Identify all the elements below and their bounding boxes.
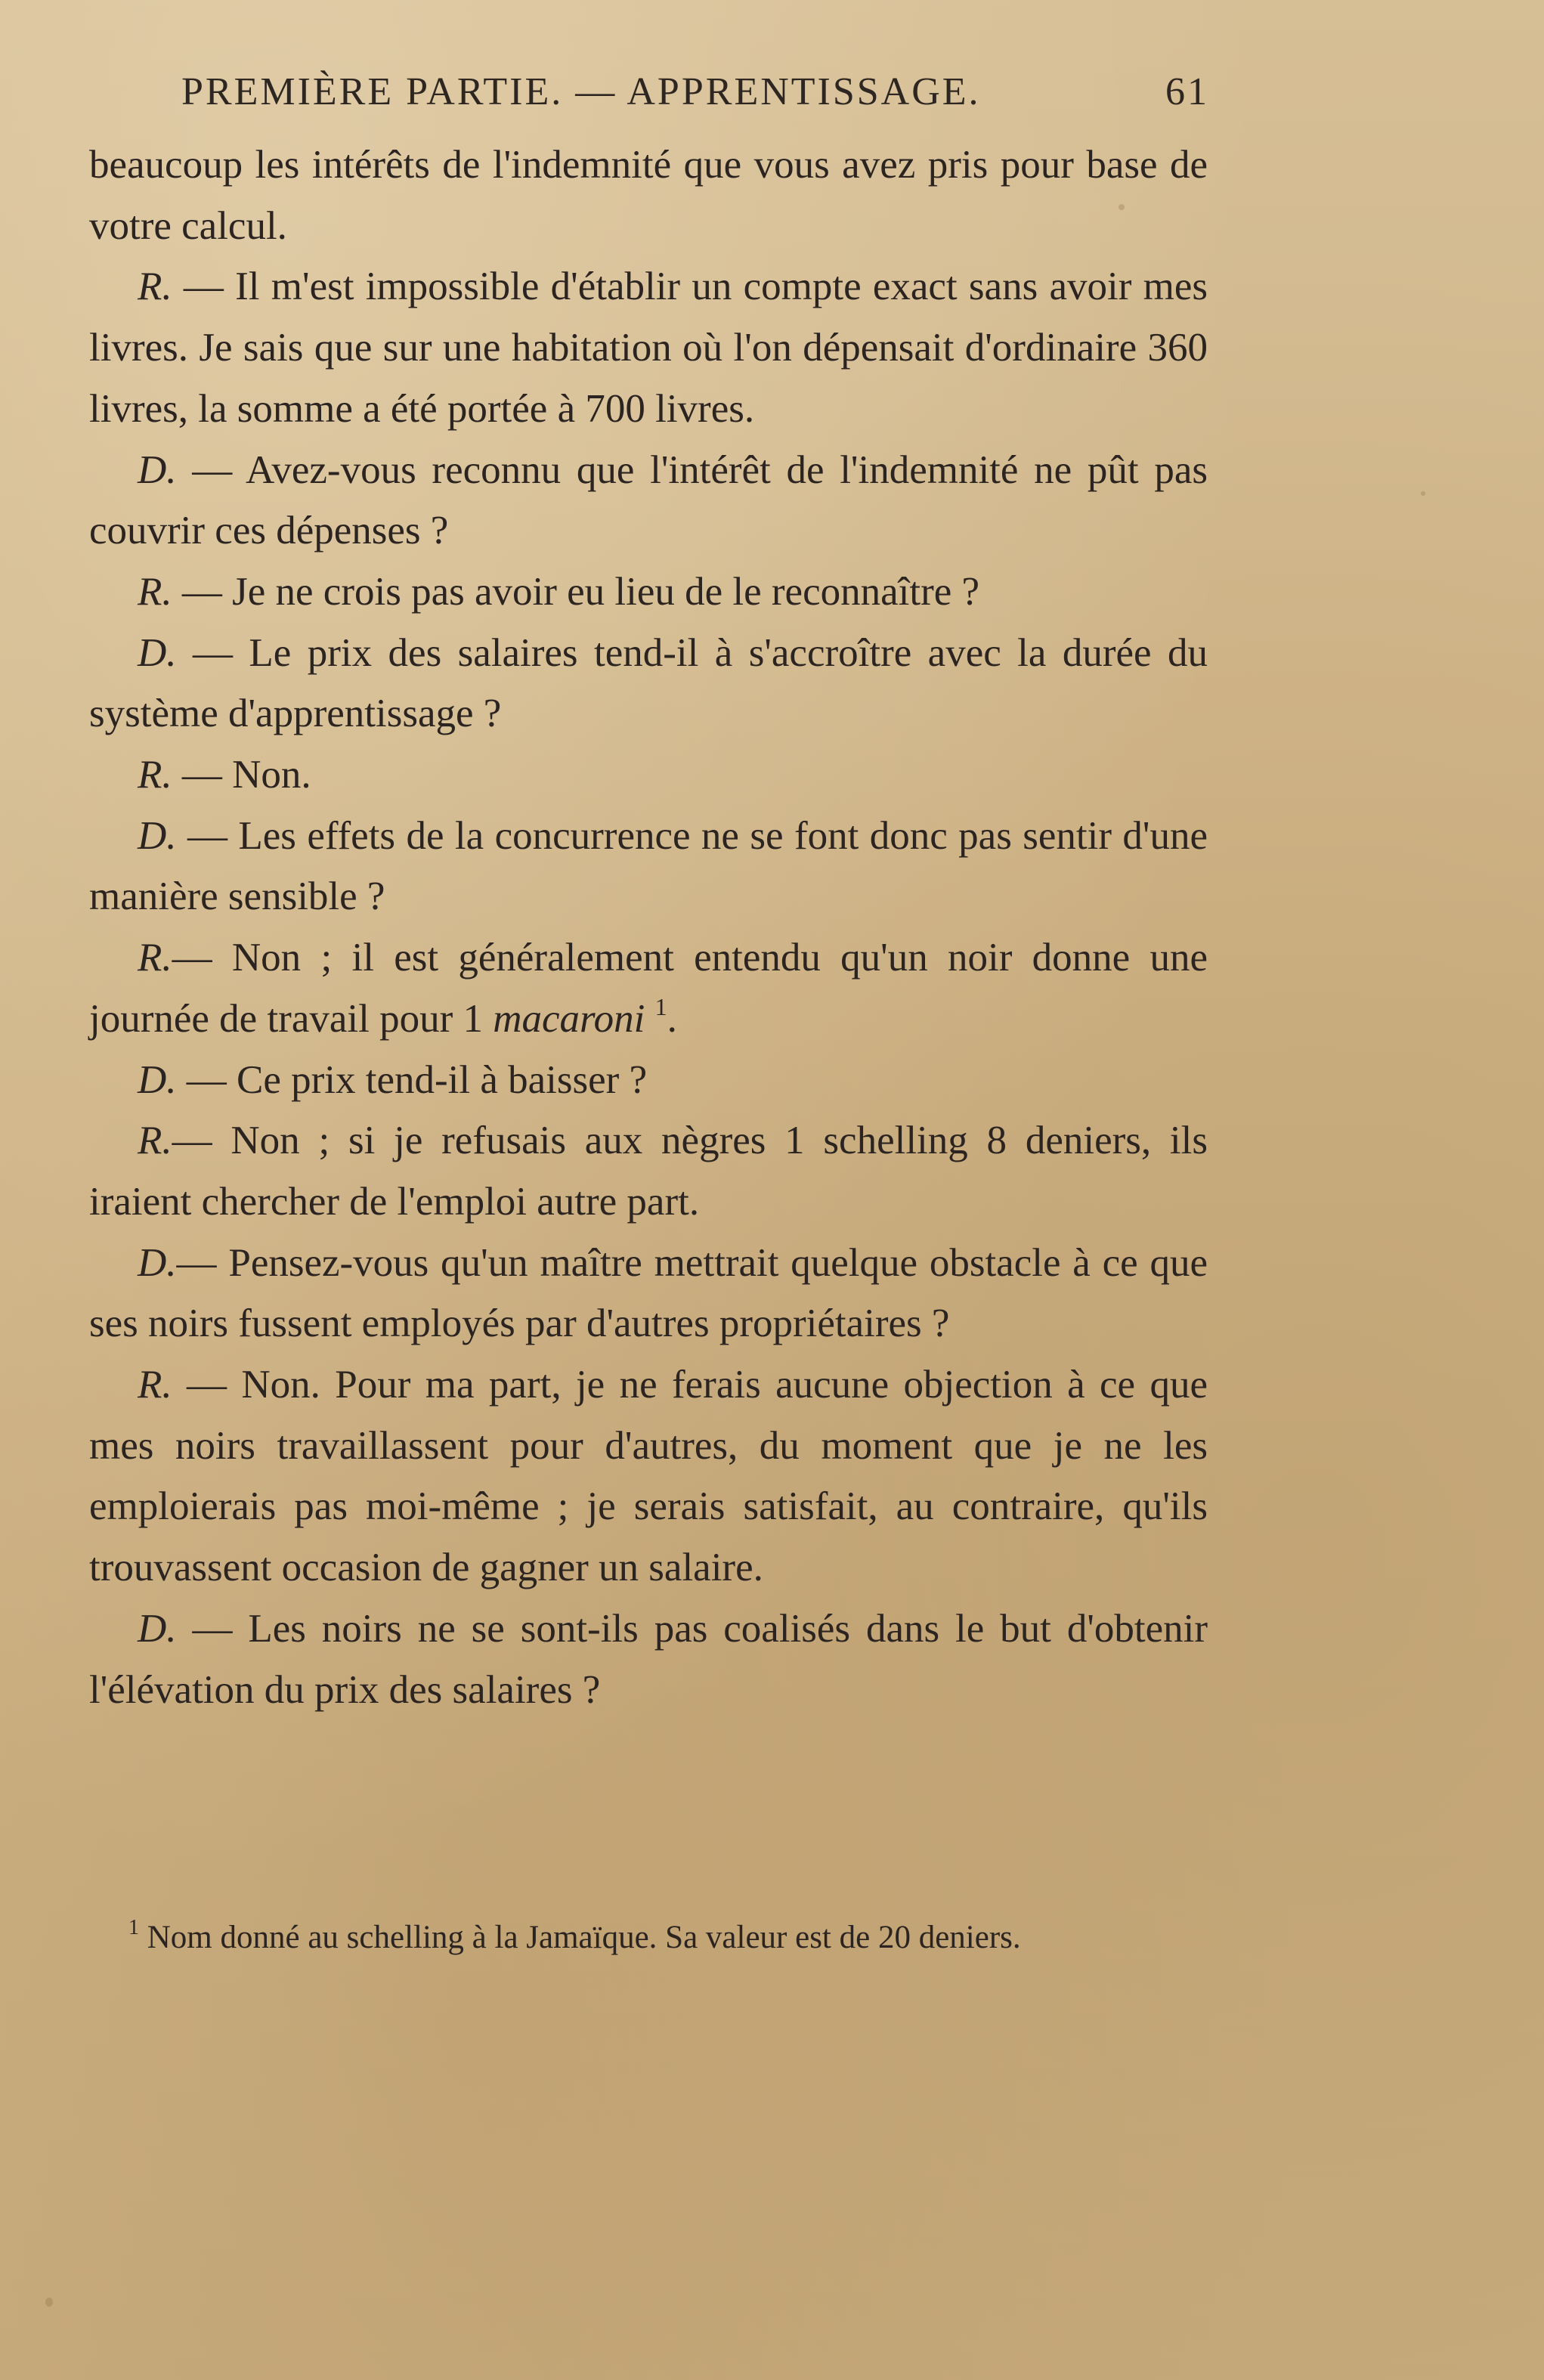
speaker-label: R. — [138, 1363, 172, 1407]
speaker-label: D. — [138, 630, 177, 675]
paragraph-text: — Non ; si je refusais aux nègres 1 schelling 8 deniers, ils iraient chercher de l'emploi autre part. — [89, 1119, 1208, 1224]
paragraph — [89, 256, 1208, 439]
paragraph-text: — Il m'est impossible d'établir un compte exact sans avoir mes livres. Je sais que sur une habitation où l'on dépensait d'ordinaire 360 livres, la somme a été portée à 700 livres. — [89, 265, 1208, 431]
paragraph-text: — Ce prix tend-il à baisser ? — [176, 1057, 648, 1102]
paragraph — [89, 562, 1208, 623]
paragraph — [89, 1599, 1208, 1720]
speaker-label: R. — [138, 1119, 172, 1163]
speaker-label: D. — [138, 447, 177, 492]
paragraph-text: — Non ; il est généralement entendu qu'un noir donne une journée de travail pour 1 — [89, 936, 1208, 1041]
speaker-label: R. — [138, 753, 172, 797]
paragraph-text: . — [667, 996, 677, 1041]
running-head-title: PREMIÈRE PARTIE. — APPRENTISSAGE. — [181, 70, 981, 113]
speaker-label: D. — [138, 1240, 177, 1285]
paragraph-text: — Les effets de la concurrence ne se font donc pas sentir d'une manière sensible ? — [89, 813, 1208, 919]
speaker-label: R. — [138, 265, 172, 309]
paragraph — [89, 623, 1208, 744]
speaker-label: R. — [138, 936, 172, 980]
running-head — [181, 70, 1209, 130]
paragraph — [89, 1354, 1208, 1599]
paragraph — [89, 1050, 1208, 1111]
speaker-label: D. — [138, 1057, 177, 1102]
paragraph — [89, 1110, 1208, 1232]
italic-term: macaroni — [493, 996, 645, 1041]
paragraph — [89, 1233, 1208, 1354]
ink-spot — [1421, 491, 1425, 496]
speaker-label: R. — [138, 569, 172, 614]
main-text — [89, 135, 1208, 1720]
paragraph-text: — Non. — [172, 753, 311, 797]
paragraph-text: — Je ne crois pas avoir eu lieu de le reconnaître ? — [172, 569, 980, 614]
paragraph — [89, 440, 1208, 562]
page-number: 61 — [1165, 70, 1209, 113]
paragraph-text: — Les noirs ne se sont-ils pas coalisés dans le but d'obtenir l'élévation du prix des salaires ? — [89, 1606, 1208, 1712]
paragraph-text: — Le prix des salaires tend-il à s'accroître avec la durée du système d'apprentissage ? — [89, 630, 1208, 736]
speaker-label: D. — [138, 813, 177, 858]
ink-spot — [45, 2298, 53, 2307]
footnote-marker: 1 — [128, 1916, 139, 1939]
paragraph — [89, 927, 1208, 1049]
paragraph-text: — Avez-vous reconnu que l'intérêt de l'indemnité ne pût pas couvrir ces dépenses ? — [89, 447, 1208, 553]
footnote-text: Nom donné au schelling à la Jamaïque. Sa valeur est de 20 deniers. — [147, 1920, 1021, 1955]
paragraph-text: — Pensez-vous qu'un maître mettrait quelque obstacle à ce que ses noirs fussent employés par d'autres propriétaires ? — [89, 1240, 1208, 1346]
paragraph-text: beaucoup les intérêts de l'indemnité que vous avez pris pour base de votre calcul. — [89, 143, 1208, 248]
paragraph — [89, 744, 1208, 806]
footnote-reference: 1 — [654, 992, 667, 1020]
footnote — [128, 1915, 1209, 1961]
paragraph — [89, 135, 1208, 256]
speaker-label: D. — [138, 1606, 177, 1651]
paragraph-text: — Non. Pour ma part, je ne ferais aucune objection à ce que mes noirs travaillassent pour d'autres, du moment que je ne les emploierais pas moi-même ; je serais satisfait, au contraire, qu'ils trouvassent occasion de gagner un salaire. — [89, 1363, 1208, 1590]
paragraph — [89, 806, 1208, 927]
